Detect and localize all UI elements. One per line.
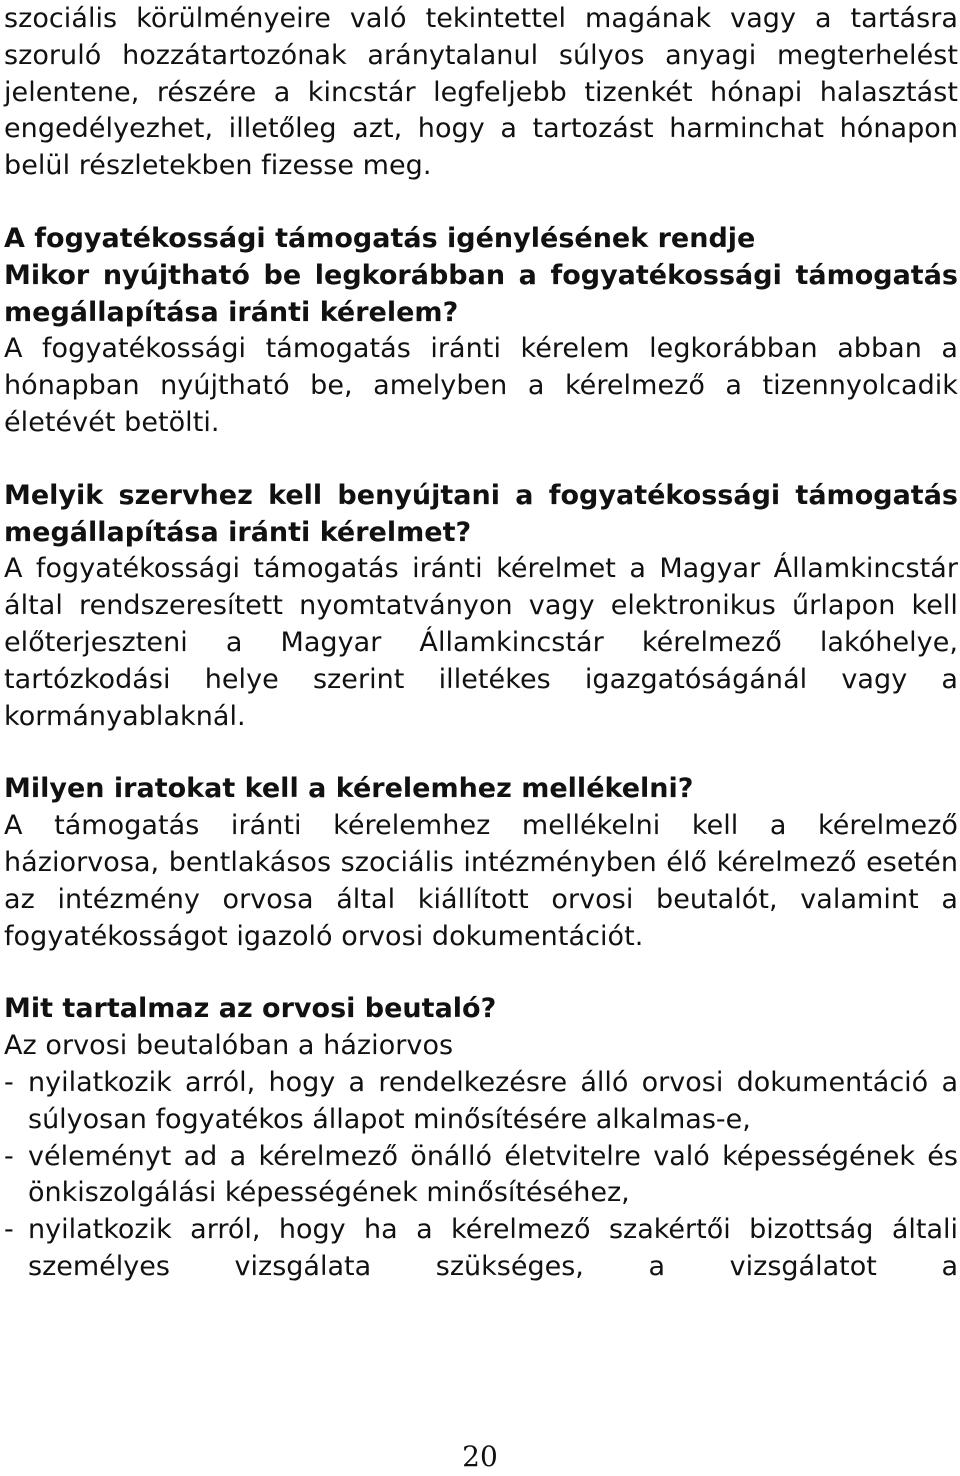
answer-paragraph: A fogyatékossági támogatás iránti kérelmet a Magyar Államkincstár által rendszeresített nyomtatványon vagy elektronikus űrlapon kell előterjeszteni a Magyar Államkincstár kérelmező lakóhelye, tartózkodási helye szerint illetékes igazgatóságánál vagy a kormányablaknál. (4, 553, 958, 732)
question-heading: Melyik szervhez kell benyújtani a fogyatékossági támogatás megállapítása iránti kérelmet? (4, 479, 958, 548)
spacer (4, 735, 958, 771)
answer-paragraph: Az orvosi beutalóban a háziorvos (4, 1030, 454, 1062)
list-item-text: véleményt ad a kérelmező önálló életvitelre való képességének és önkiszolgálási képességének minősítéséhez, (28, 1140, 958, 1209)
question-heading: Mikor nyújtható be legkorábban a fogyatékossági támogatás megállapítása iránti kérelem? (4, 259, 958, 328)
intro-paragraph: szociális körülményeire való tekintettel magának vagy a tartásra szoruló hozzátartozónak aránytalanul súlyos anyagi megterhelést jelentene, részére a kincstár legfeljebb tizenkét hónapi halasztást engedélyezhet, illetőleg azt, hogy a tartozást harminchat hónapon belül részletekben fizesse meg. (4, 3, 958, 182)
question-heading: Mit tartalmaz az orvosi beutaló? (4, 993, 497, 1025)
page-number: 20 (462, 1440, 498, 1473)
question-heading: Milyen iratokat kell a kérelemhez mellékelni? (4, 773, 694, 805)
list-item (4, 1065, 958, 1139)
list-item-text: nyilatkozik arról, hogy a rendelkezésre álló orvosi dokumentáció a súlyosan fogyatékos állapot minősítésére alkalmas-e, (28, 1066, 958, 1135)
list-item (4, 1139, 958, 1213)
section-title: A fogyatékossági támogatás igénylésének rendje (4, 222, 756, 254)
spacer (4, 442, 958, 478)
spacer (4, 185, 958, 221)
list-item-text: nyilatkozik arról, hogy ha a kérelmező szakértői bizottság általi személyes vizsgálata szükséges, a vizsgálatot a (28, 1214, 958, 1282)
document-page (4, 0, 958, 1286)
dash-bullet: - (4, 1214, 14, 1246)
dash-bullet: - (4, 1140, 14, 1172)
spacer (4, 955, 958, 991)
answer-paragraph: A fogyatékossági támogatás iránti kérelem legkorábban abban a hónapban nyújtható be, amelyben a kérelmező a tizennyolcadik életévét betölti. (4, 333, 958, 438)
dash-bullet: - (4, 1066, 14, 1098)
answer-paragraph: A támogatás iránti kérelemhez mellékelni kell a kérelmező háziorvosa, bentlakásos szociális intézményben élő kérelmező esetén az intézmény orvosa által kiállított orvosi beutalót, valamint a fogyatékosságot igazoló orvosi dokumentációt. (4, 810, 958, 952)
list-item (4, 1212, 958, 1286)
requirements-list (4, 1065, 958, 1286)
